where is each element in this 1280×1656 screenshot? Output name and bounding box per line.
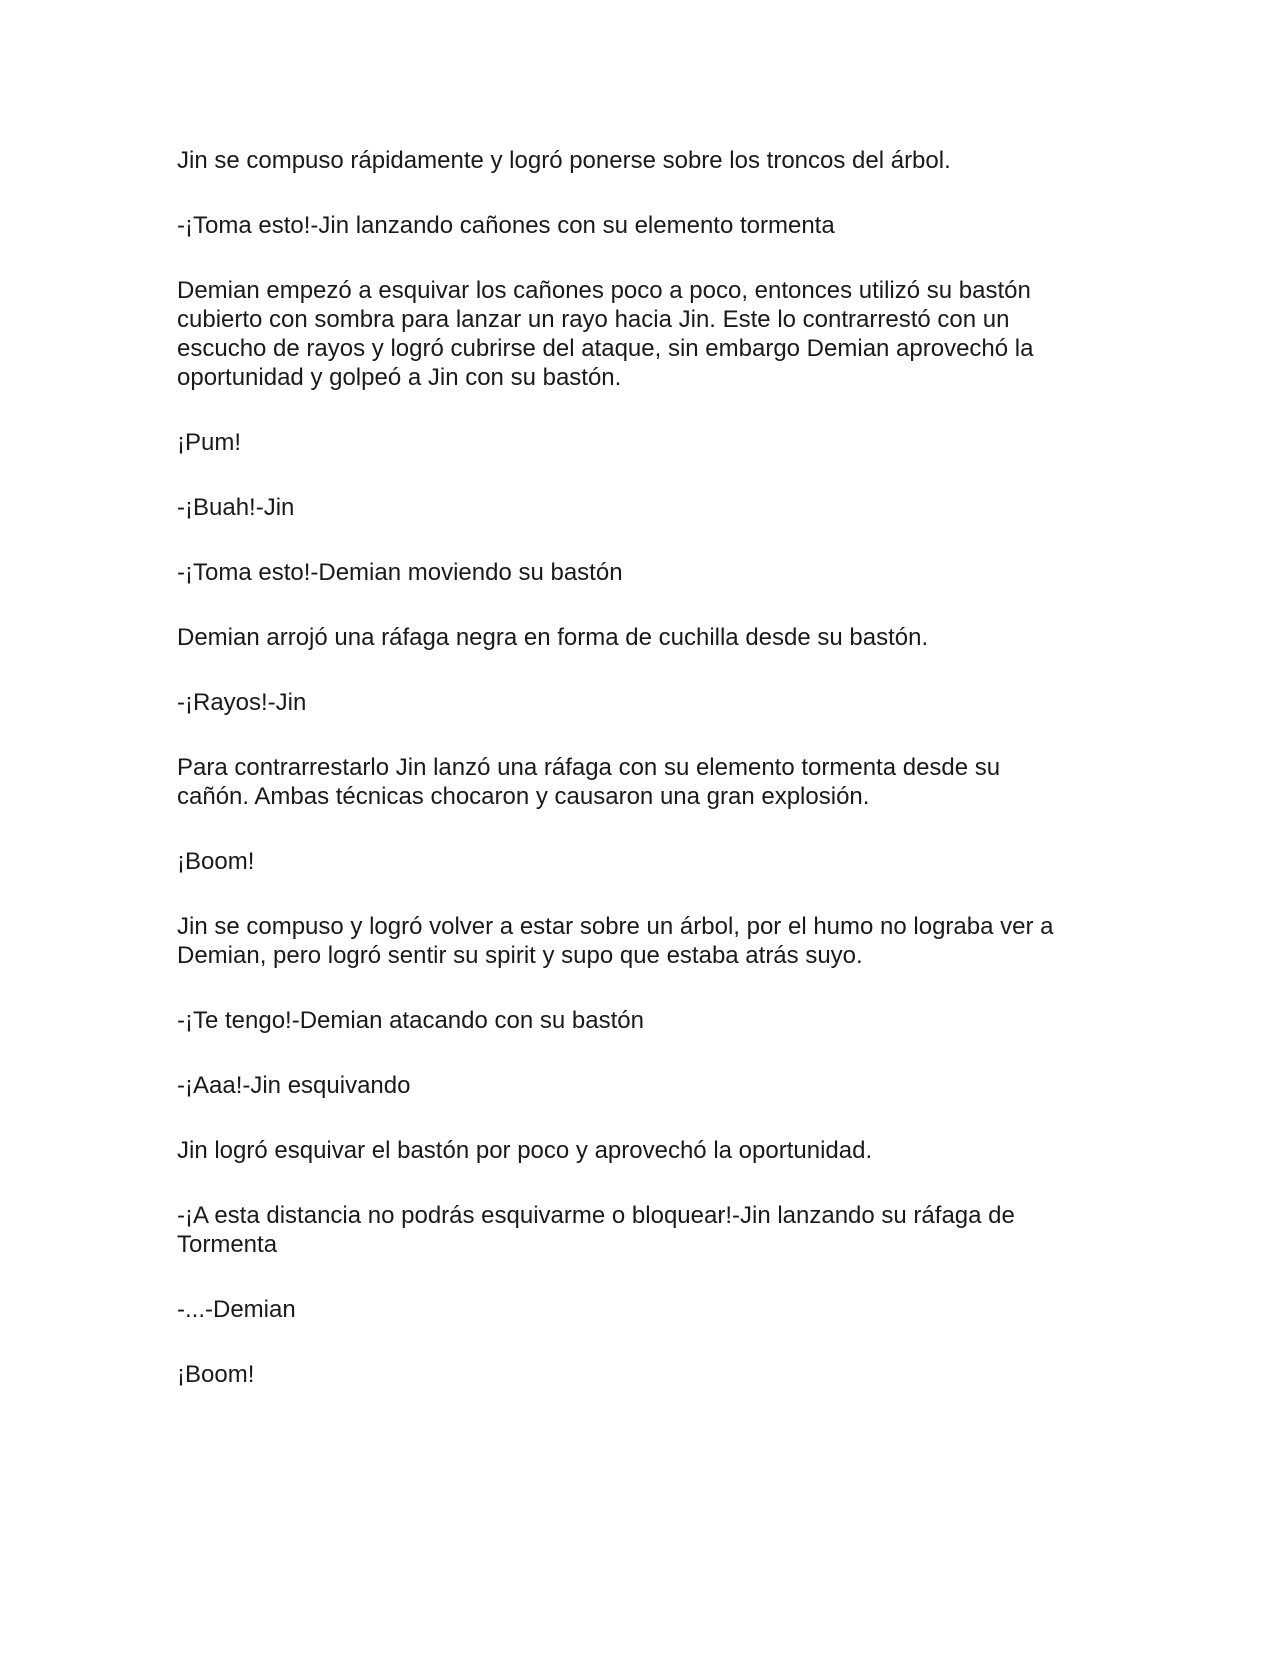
paragraph-14: Jin logró esquivar el bastón por poco y aprovechó la oportunidad. <box>177 1137 873 1164</box>
paragraph-11: Jin se compuso y logró volver a estar sobre un árbol, por el humo no lograba ver a Demian, pero logró sentir su spirit y supo que estaba atrás suyo. <box>177 913 1054 969</box>
paragraph-1: Jin se compuso rápidamente y logró ponerse sobre los troncos del árbol. <box>177 147 951 174</box>
paragraph-5: -¡Buah!-Jin <box>177 494 295 521</box>
paragraph-8: -¡Rayos!-Jin <box>177 689 307 716</box>
document-body <box>177 146 1107 1425</box>
paragraph-7: Demian arrojó una ráfaga negra en forma de cuchilla desde su bastón. <box>177 624 929 651</box>
paragraph-3: Demian empezó a esquivar los cañones poco a poco, entonces utilizó su bastón cubierto con sombra para lanzar un rayo hacia Jin. Este lo contrarrestó con un escucho de rayos y logró cubrirse del ataque, sin embargo Demian aprovechó la oportunidad y golpeó a Jin con su bastón. <box>177 277 1034 391</box>
paragraph-2: -¡Toma esto!-Jin lanzando cañones con su elemento tormenta <box>177 212 835 239</box>
paragraph-17: ¡Boom! <box>177 1361 255 1388</box>
paragraph-4: ¡Pum! <box>177 429 242 456</box>
paragraph-16: -...-Demian <box>177 1296 296 1323</box>
paragraph-12: -¡Te tengo!-Demian atacando con su bastón <box>177 1007 644 1034</box>
paragraph-9: Para contrarrestarlo Jin lanzó una ráfaga con su elemento tormenta desde su cañón. Ambas técnicas chocaron y causaron una gran explosión. <box>177 754 1001 810</box>
paragraph-13: -¡Aaa!-Jin esquivando <box>177 1072 411 1099</box>
paragraph-6: -¡Toma esto!-Demian moviendo su bastón <box>177 559 623 586</box>
paragraph-15: -¡A esta distancia no podrás esquivarme o bloquear!-Jin lanzando su ráfaga de Tormenta <box>177 1202 1015 1258</box>
paragraph-10: ¡Boom! <box>177 848 255 875</box>
